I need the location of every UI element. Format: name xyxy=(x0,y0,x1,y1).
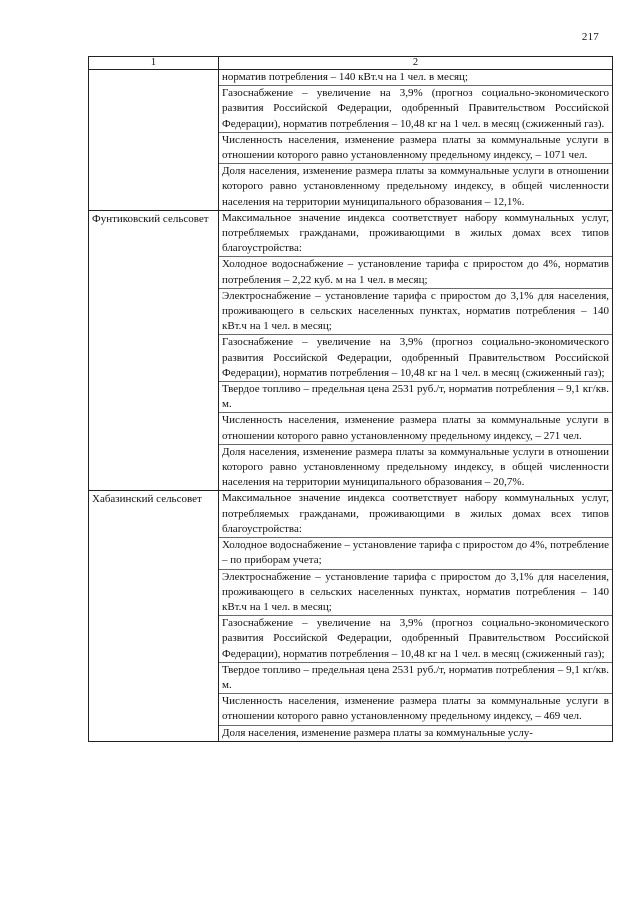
description-paragraph: Газоснабжение – увеличение на 3,9% (прогноз социально-экономического развития Российской Федерации, одобренный Правительством Российской Федерации), норматив потребления – 10,48 кг на 1 чел. в месяц (сжиженный газ). xyxy=(219,86,612,133)
description-paragraph: Твердое топливо – предельная цена 2531 руб./т, норматив потребления – 9,1 кг/кв. м. xyxy=(219,663,612,694)
municipality-name: Хабазинский сельсовет xyxy=(92,493,202,506)
description-paragraph: Максимальное значение индекса соответствует набору коммунальных услуг, потребляемых гражданами, проживающими в жилых домах всех типов благоустройства: xyxy=(219,491,612,538)
description-paragraph: Численность населения, изменение размера платы за коммунальные услуги в отношении которого равно установленному предельному индексу, – 1071 чел. xyxy=(219,133,612,164)
column-header-2: 2 xyxy=(219,57,613,70)
page-number: 217 xyxy=(581,31,599,43)
table-row xyxy=(89,70,613,211)
description-paragraph: Доля населения, изменение размера платы за коммунальные услу- xyxy=(222,726,533,739)
municipality-name xyxy=(89,70,218,71)
description-paragraph: Электроснабжение – установление тарифа с приростом до 3,1% для населения, проживающего в сельских населенных пунктах, норматив потребления – 140 кВт.ч на 1 чел. в месяц; xyxy=(219,570,612,617)
table-header-row xyxy=(89,57,613,70)
description-paragraph: норматив потребления – 140 кВт.ч на 1 чел. в месяц; xyxy=(219,70,612,86)
table-row xyxy=(89,210,613,491)
description-paragraph: Численность населения, изменение размера платы за коммунальные услуги в отношении которого равно установленному предельному индексу, – 469 чел. xyxy=(219,694,612,725)
table-row xyxy=(89,491,613,741)
description-cell xyxy=(219,70,613,211)
description-paragraph: Максимальное значение индекса соответствует набору коммунальных услуг, потребляемых гражданами, проживающими в жилых домах всех типов благоустройства: xyxy=(219,211,612,258)
municipality-name: Фунтиковский сельсовет xyxy=(92,212,209,225)
description-cell xyxy=(219,210,613,491)
tariff-index-table xyxy=(88,56,613,742)
municipality-cell xyxy=(89,70,219,211)
column-header-1: 1 xyxy=(89,57,219,70)
municipality-cell xyxy=(89,491,219,741)
description-paragraph: Электроснабжение – установление тарифа с приростом до 3,1% для населения, проживающего в сельских населенных пунктах, норматив потребления – 140 кВт.ч на 1 чел. в месяц; xyxy=(219,289,612,336)
description-paragraph: Холодное водоснабжение – установление тарифа с приростом до 4%, норматив потребления – 2,22 куб. м на 1 чел. в месяц; xyxy=(219,257,612,288)
description-cell xyxy=(219,491,613,741)
municipality-cell xyxy=(89,210,219,491)
description-paragraph: Газоснабжение – увеличение на 3,9% (прогноз социально-экономического развития Российской Федерации, одобренный Правительством Российской Федерации), норматив потребления – 10,48 кг на 1 чел. в месяц (сжиженный газ); xyxy=(219,335,612,382)
description-paragraph: Численность населения, изменение размера платы за коммунальные услуги в отношении которого равно установленному предельному индексу, – 271 чел. xyxy=(219,413,612,444)
description-paragraph: Холодное водоснабжение – установление тарифа с приростом до 4%, потребление – по приборам учета; xyxy=(219,538,612,569)
description-paragraph: Доля населения, изменение размера платы за коммунальные услуги в отношении которого равно установленному предельному индексу, в общей численности населения на территории муниципального образования – 12,1%. xyxy=(222,165,609,208)
description-paragraph: Доля населения, изменение размера платы за коммунальные услуги в отношении которого равно установленному предельному индексу, в общей численности населения на территории муниципального образования – 20,7%. xyxy=(222,445,609,489)
description-paragraph: Газоснабжение – увеличение на 3,9% (прогноз социально-экономического развития Российской Федерации, одобренный Правительством Российской Федерации), норматив потребления – 10,48 кг на 1 чел. в месяц (сжиженный газ); xyxy=(219,616,612,663)
description-paragraph: Твердое топливо – предельная цена 2531 руб./т, норматив потребления – 9,1 кг/кв. м. xyxy=(219,382,612,413)
